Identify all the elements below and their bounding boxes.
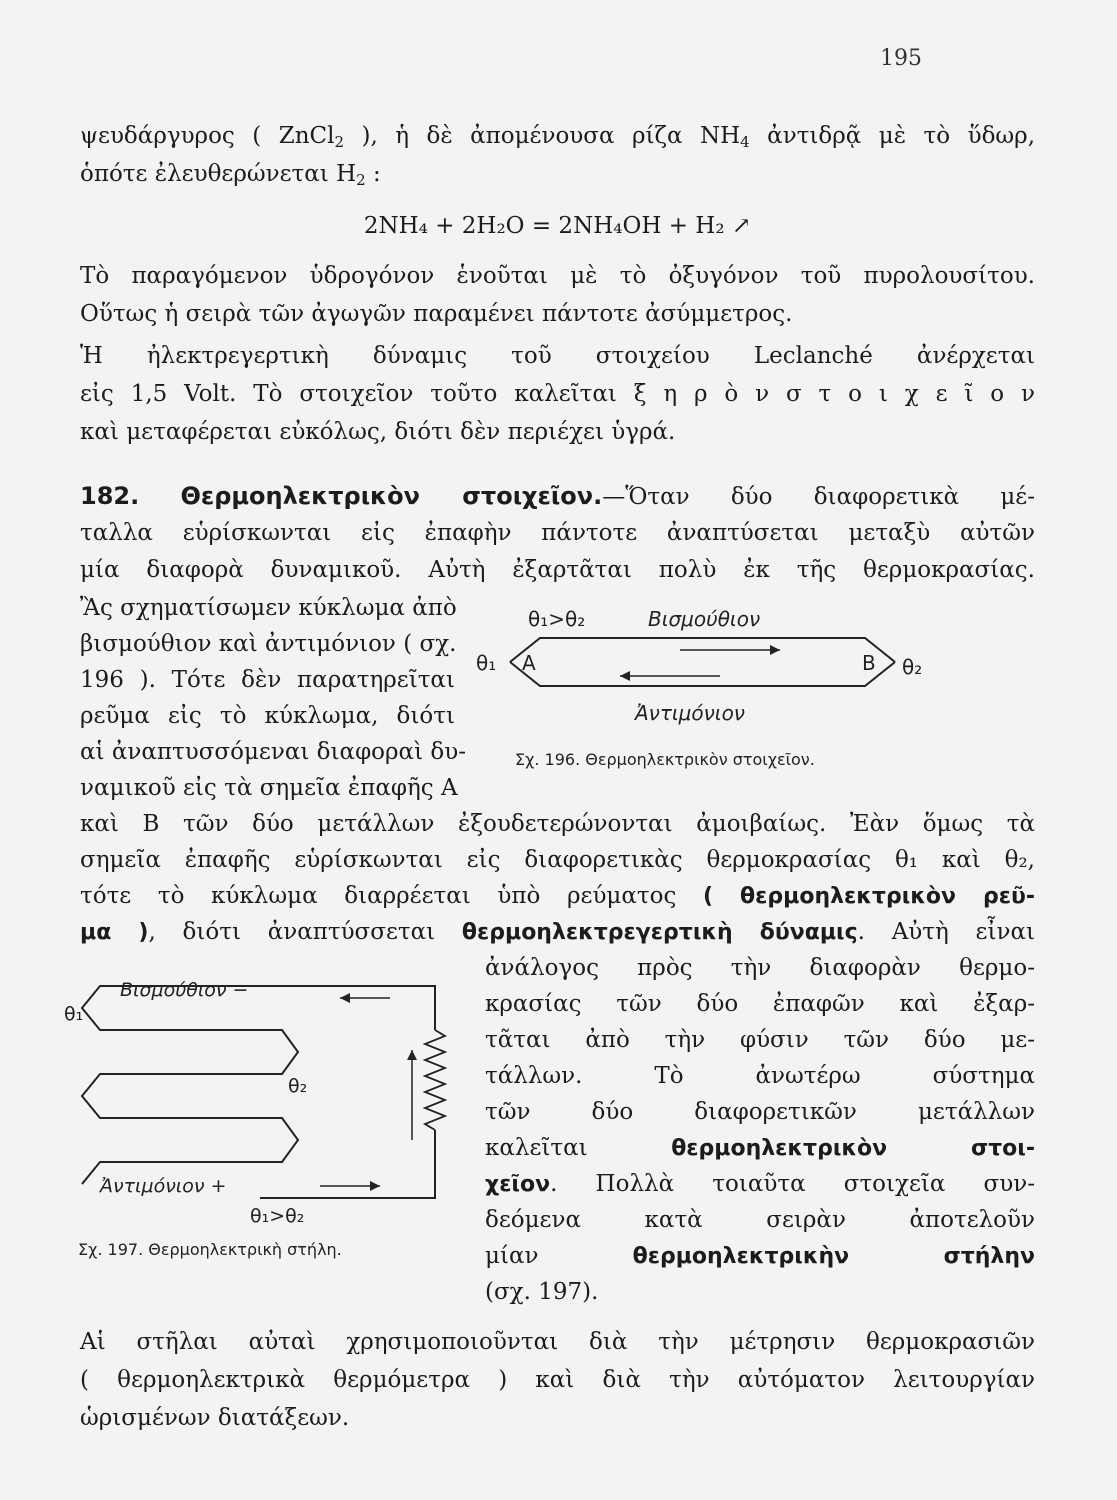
text-line: Ἂς σχηματίσωμεν κύκλωμα ἀπὸ <box>80 595 457 621</box>
text-span: ), ἡ δὲ ἀπομένουσα ρίζα NH <box>344 123 741 149</box>
fig197-antimony-label: Ἀντιμόνιον + <box>100 1175 227 1197</box>
antimony-wire <box>510 662 895 686</box>
bold-term: ( θερμοηλεκτρικὸν ρεῦ- <box>703 884 1035 909</box>
text-span: . Πολλὰ τοιαῦτα στοιχεῖα συν- <box>550 1171 1035 1197</box>
resistor <box>425 1030 445 1130</box>
text-line: βισμούθιον καὶ ἀντιμόνιον ( σχ. <box>80 631 457 657</box>
text-line <box>485 1238 1035 1275</box>
bold-term: μα ) <box>80 920 149 945</box>
text-line <box>485 1166 1035 1203</box>
section-title: Θερμοηλεκτρικὸν στοιχεῖον. <box>180 482 603 510</box>
arrowhead <box>407 1050 417 1060</box>
text-line: σημεῖα ἐπαφῆς εὑρίσκωνται εἰς διαφορετικὰς θερμοκρασίας θ₁ καὶ θ₂, <box>80 847 1035 873</box>
text-line: αἱ ἀναπτυσσόμεναι διαφοραὶ δυ- <box>80 739 467 765</box>
text-line <box>80 914 1035 951</box>
subscript: 4 <box>740 133 750 151</box>
text-span: ψευδάργυρος ( ZnCl <box>80 123 335 149</box>
text-line <box>80 156 1035 198</box>
text-line: τῶν δύο διαφορετικῶν μετάλλων <box>485 1099 1035 1125</box>
text-line <box>80 118 1035 160</box>
text-line: ἀνάλογος πρὸς τὴν διαφορὰν θερμο- <box>485 955 1035 981</box>
section-number: 182. <box>80 482 140 510</box>
arrowhead <box>340 993 350 1003</box>
text-line: ταλλα εὑρίσκωνται εἰς ἐπαφὴν πάντοτε ἀναπτύσεται μεταξὺ αὐτῶν <box>80 520 1035 546</box>
text-span: τότε τὸ κύκλωμα διαρρέεται ὑπὸ ρεύματος <box>80 883 704 909</box>
thermopile-strips <box>82 986 298 1184</box>
text-line: ( θερμοηλεκτρικὰ θερμόμετρα ) καὶ διὰ τὴν αὐτόματον λειτουργίαν <box>80 1367 1035 1393</box>
text-line: Ἡ ἠλεκτρεγερτικὴ δύναμις τοῦ στοιχείου Leclanché ἀνέρχεται <box>80 343 1035 369</box>
junction-b-label: B <box>862 651 876 675</box>
fig196-theta1: θ₁ <box>476 651 497 675</box>
text-span: , διότι ἀναπτύσσεται <box>148 919 462 945</box>
text-span: μίαν <box>485 1243 633 1269</box>
text-line: ὡρισμένων διατάξεων. <box>80 1405 350 1431</box>
figure-196-thermocouple <box>470 598 940 728</box>
subscript: 2 <box>334 133 345 151</box>
text-line <box>485 1130 1035 1167</box>
text-line: κρασίας τῶν δύο ἐπαφῶν καὶ ἐξαρ- <box>485 991 1035 1017</box>
fig196-theta2: θ₂ <box>902 655 923 679</box>
section-heading-line <box>80 478 1035 515</box>
figure-196-caption: Σχ. 196. Θερμοηλεκτρικὸν στοιχεῖον. <box>515 750 815 769</box>
arrowhead <box>770 645 780 655</box>
bold-term: χεῖον <box>485 1172 551 1197</box>
strip-borders <box>100 1030 282 1162</box>
fig197-bismuth-label: Βισμούθιον − <box>120 979 249 1001</box>
text-line: μία διαφορὰ δυναμικοῦ. Αὐτὴ ἐξαρτᾶται πολὺ ἐκ τῆς θερμοκρασίας. <box>80 557 1035 583</box>
arrowhead <box>620 671 630 681</box>
bold-term: θερμοηλεκτρεγερτικὴ δύναμις <box>461 920 858 945</box>
bold-term: θερμοηλεκτρικὸν στοι- <box>671 1136 1035 1161</box>
fig197-theta2: θ₂ <box>288 1075 308 1097</box>
text-line: Τὸ παραγόμενον ὑδρογόνον ἑνοῦται μὲ τὸ ὀξυγόνον τοῦ πυρολουσίτου. <box>80 263 1035 289</box>
figure-197-thermopile <box>60 970 480 1230</box>
text-line: Οὕτως ἡ σειρὰ τῶν ἀγωγῶν παραμένει πάντοτε ἀσύμμετρος. <box>80 301 793 327</box>
external-wire-bottom <box>260 1130 435 1198</box>
text-line: ρεῦμα εἰς τὸ κύκλωμα, διότι <box>80 703 455 729</box>
text-line: τᾶται ἀπὸ τὴν φύσιν τῶν δύο με- <box>485 1027 1035 1053</box>
text-line: δεόμενα κατὰ σειρὰν ἀποτελοῦν <box>485 1207 1035 1233</box>
text-span: ὁπότε ἐλευθερώνεται H <box>80 161 357 187</box>
fig196-bismuth-label: Βισμούθιον <box>648 607 761 631</box>
fig196-antimony-label: Ἀντιμόνιον <box>635 701 745 725</box>
text-line: (σχ. 197). <box>485 1279 599 1305</box>
text-span: : <box>365 161 381 187</box>
text-line: 196 ). Τότε δὲν παρατηρεῖται <box>80 667 455 693</box>
text-line: Αἱ στῆλαι αὐταὶ χρησιμοποιοῦνται διὰ τὴν μέτρησιν θερμοκρασιῶν <box>80 1329 1035 1355</box>
text-line <box>80 878 1035 915</box>
text-span: καλεῖται <box>485 1135 672 1161</box>
fig197-theta1: θ₁ <box>64 1003 84 1025</box>
fig196-condition: θ₁>θ₂ <box>528 607 586 631</box>
junction-a-label: A <box>522 651 536 675</box>
text-line: ναμικοῦ εἰς τὰ σημεῖα ἐπαφῆς A <box>80 775 458 801</box>
fig197-condition: θ₁>θ₂ <box>250 1205 305 1227</box>
chemical-equation: 2NH₄ + 2H₂O = 2NH₄OH + H₂ ↗ <box>363 213 752 239</box>
external-wire-top <box>270 986 435 1030</box>
figure-197-caption: Σχ. 197. Θερμοηλεκτρικὴ στήλη. <box>78 1240 342 1259</box>
text-line: τάλλων. Τὸ ἀνωτέρω σύστημα <box>485 1063 1035 1089</box>
text-span: —Ὅταν δύο διαφορετικὰ μέ- <box>602 484 1035 510</box>
page-number: 195 <box>880 46 922 71</box>
subscript: 2 <box>356 171 366 189</box>
arrowhead <box>370 1181 380 1191</box>
text-line: καὶ B τῶν δύο μετάλλων ἐξουδετερώνονται ἀμοιβαίως. Ἐὰν ὅμως τὰ <box>80 811 1035 837</box>
bold-term: θερμοηλεκτρικὴν στήλην <box>632 1244 1035 1269</box>
text-span: . Αὐτὴ εἶναι <box>857 919 1035 945</box>
text-span: ἀντιδρᾷ μὲ τὸ ὕδωρ, <box>749 123 1036 149</box>
text-line: καὶ μεταφέρεται εὐκόλως, διότι δὲν περιέχει ὑγρά. <box>80 419 676 445</box>
text-line: εἰς 1,5 Volt. Τὸ στοιχεῖον τοῦτο καλεῖται ξ η ρ ὸ ν σ τ ο ι χ ε ῖ ο ν <box>80 381 1035 407</box>
